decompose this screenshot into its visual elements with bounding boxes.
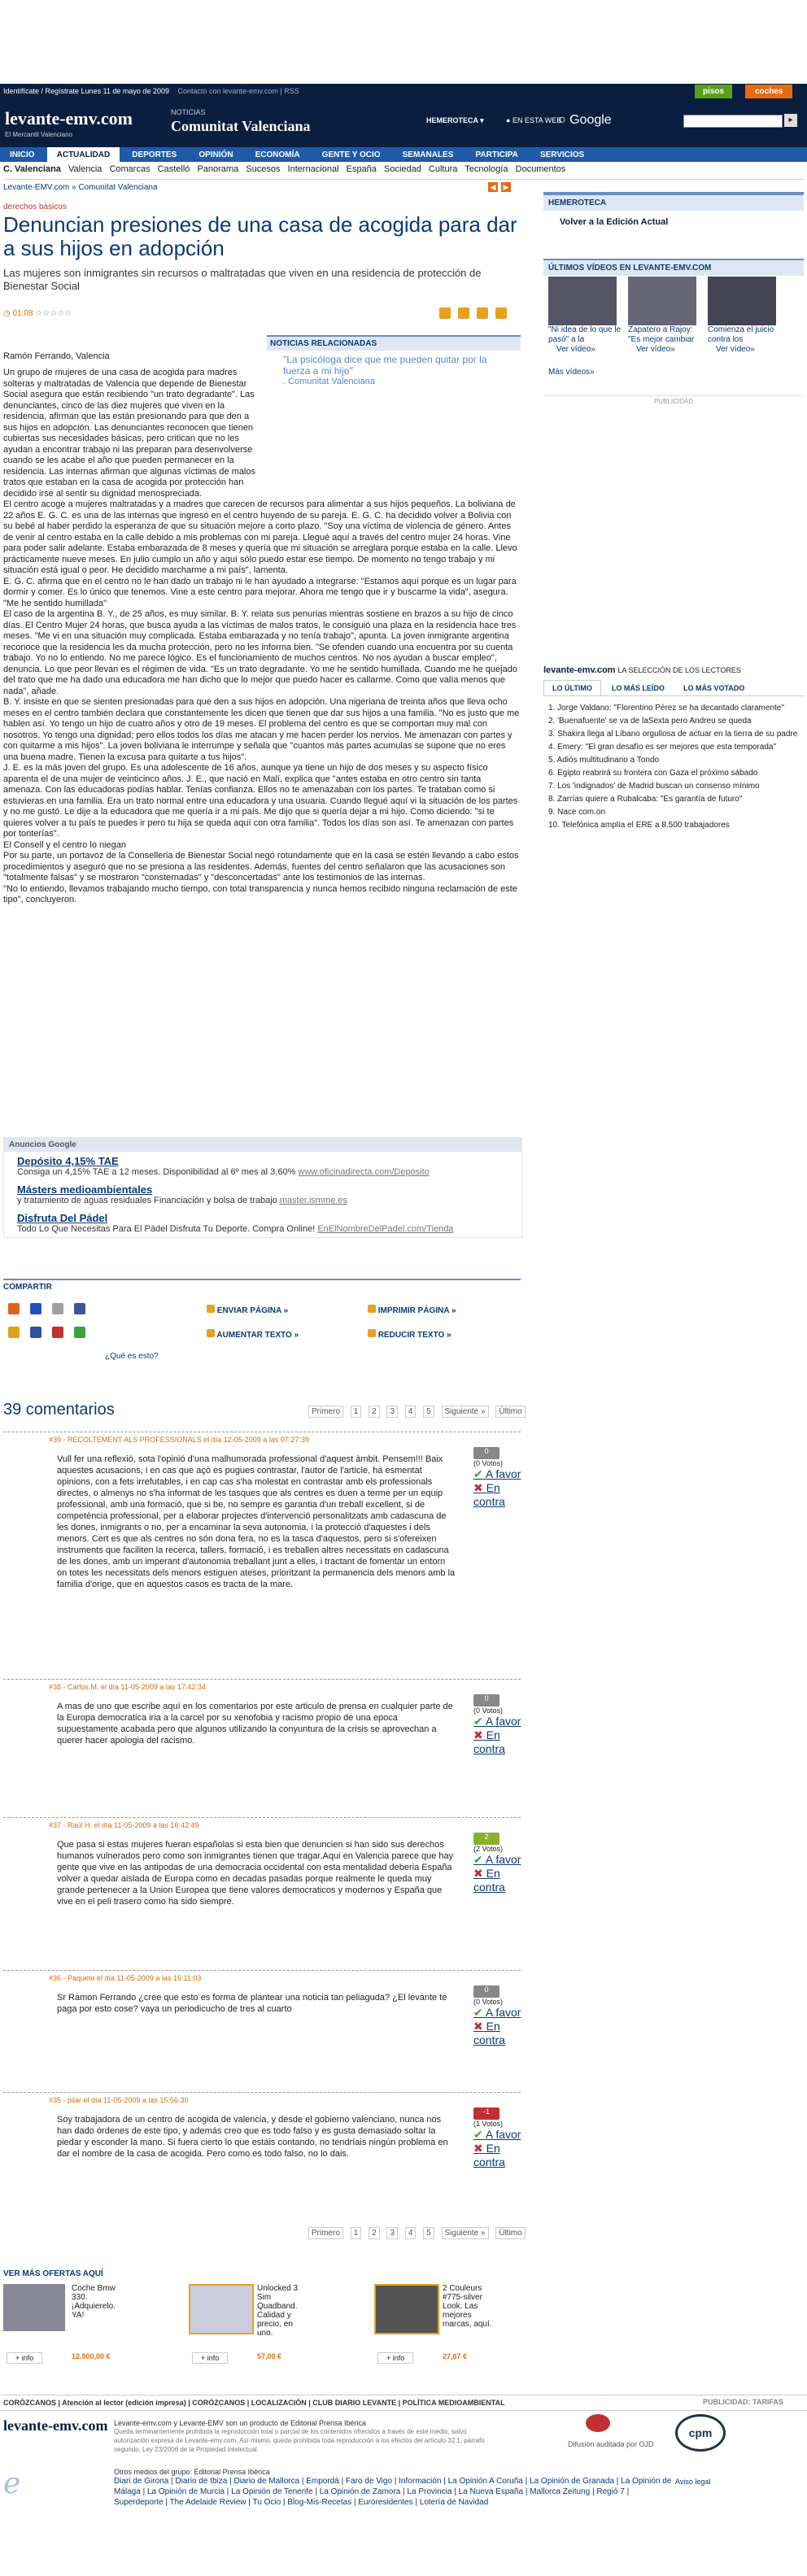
related-news-source: . Comunitat Valenciana <box>283 377 375 386</box>
comment-text: Soy trabajadora de un centro de acogida de valencia, y desde el gobierno valenciano, nunca nos han dado órdenes de este tipo, y además creo que es todo falso y es gusta demasiado soltar la piedar y esconder la mano. Si fuera cierto lo que estáis contando, no tendríais ningún problema en dar el nombre de la casa de acogida. Pero como es todo falso, no lo dais. <box>57 2115 448 2159</box>
comments-pager-bottom <box>306 2229 528 2238</box>
masthead <box>0 98 807 147</box>
group-media-block <box>114 2468 675 2508</box>
print-icon[interactable] <box>439 307 451 319</box>
readers-list-item[interactable]: 9. Nace com.on <box>548 808 606 817</box>
google-ads-heading: Anuncios Google <box>4 1138 521 1152</box>
readers-list-item[interactable]: 10. Telefónica amplía el ERE a 8.500 trabajadores <box>548 821 730 830</box>
video-item[interactable] <box>548 277 622 355</box>
article-paragraph: B. Y. insiste en que se sienten presionadas para que den a sus hijos en adopción. Una nigeriana de treinta años que lleva ocho meses en el centro también declara que constantemente les dicen que tienen que dar sus hijos a una familia. "No es justo que me hablen así. Yo tengo un hijo de cuatro años y otro de 19 meses. El problema del centro es que se comportan muy mal con nosotros. Yo tengo una dignidad; pero ellos todos los días me atacan y me hacen perder los nervios. Me amenazan con partes y con quitarme a mis hijos". La joven boliviana le interrumpe y señala que "cuantos más partes acumulas se supone que no eres una buena madre. Tienen la excusa para quitarte a tus hijos". <box>3 697 520 762</box>
pager-page[interactable]: 5 <box>423 1406 434 1418</box>
social-icon[interactable] <box>52 1327 63 1338</box>
vote-favor-link[interactable]: ✔ A favor <box>473 1853 521 1866</box>
comment-meta: #39 - RECOLTEMENT ALS PROFESSIONALS el día 12-05-2009 a las 07:27:39 <box>49 1436 309 1444</box>
related-news-heading: NOTICIAS RELACIONADAS <box>267 337 521 351</box>
ad-text: y tratamiento de aguas residuales Financiación y bolsa de trabajo master.ismme.es <box>17 1196 348 1205</box>
article-section-label[interactable]: derechos básicos <box>3 203 67 211</box>
related-news-link[interactable]: "La psicóloga dice que me pueden quitar por la fuerza a mi hijo" <box>283 354 487 377</box>
video-label[interactable]: Zapatero a Rajoy: "Es mejor cambiar <box>628 325 695 344</box>
comment-item <box>3 1970 521 2093</box>
subnav-valencia[interactable]: Valencia <box>68 164 103 174</box>
videos-heading: ÚLTIMOS VÍDEOS EN LEVANTE-EMV.COM <box>543 259 804 276</box>
article-lead: Las mujeres son inmigrantes sin recursos o maltratadas que viven en una residencia de protección de Bienestar Social <box>3 267 482 292</box>
top-bar-left[interactable]: Identifícate / Regístrate Lunes 11 de mayo de 2009 <box>3 87 169 95</box>
text-bigger-icon[interactable] <box>477 307 488 319</box>
pager-page[interactable]: 1 <box>351 2227 362 2239</box>
main-nav <box>0 147 807 162</box>
subnav-comarcas[interactable]: Comarcas <box>109 164 150 174</box>
article-paragraph: J. E. es la más joven del grupo. Es una adolescente de 16 años, aunque ya tiene un hijo de dos meses y su aspecto físico aparenta el de una mujer de veinticinco años. J. E., que nació en Malí, explica que "antes estaba en otro centro sin tanta amenaza. Con las educadoras podías hablar. Tenías confianza. Ellos no te amenazaban con los partes. Te trataban como si estuvieras en una familia. Era un trato normal entre una educadora y una usuaria. Cuando llegué aquí vi la situación de los partes y no me gustó. Le dije a la educadora que me quería ir a mi país. Me dijo que si quería dejar a mi hijo. Como diciendo: "si te quieres volver a tu país te puedes ir pero tu hija se queda aquí con otra familia". Todos los días son así. Te amenazan con partes por tonterías". <box>3 763 518 839</box>
search-button[interactable]: ▸ <box>784 114 797 127</box>
prev-arrow-icon[interactable]: ◀ <box>488 182 498 192</box>
article-body <box>3 368 521 906</box>
video-item[interactable] <box>708 277 781 355</box>
footer-copyright: Levante-emv.com y Levante-EMV son un producto de Editorial Prensa Ibérica <box>114 2419 366 2427</box>
noticias-label: NOTICIAS <box>171 108 206 116</box>
article-byline: Ramón Ferrando, Valencia <box>3 351 110 361</box>
offer-text[interactable]: 2 Couleurs #775-silver Look. Las mejores marcas, aquí. <box>443 2284 492 2329</box>
comment-item <box>3 2092 521 2223</box>
google-radio[interactable]: ○ Google <box>558 113 612 127</box>
social-icon[interactable] <box>8 1327 20 1338</box>
article-paragraph: Por su parte, un portavoz de la Conselleria de Bienestar Social negó rotundamente que en la casa se estén llevando a cabo estos procedimientos y aseguró que no se presiona a las residentes. Además, fuentes del centro señalaron que las acusaciones son "totalmente falsas" y se mostraron "consternadas" y "desconcertadas" ante los testimonios de las internas. <box>3 851 519 883</box>
video-thumbnail[interactable] <box>708 277 776 325</box>
video-more-link[interactable]: Ver vídeo» <box>716 345 755 354</box>
video-label[interactable]: "Ni idea de lo que le pasó" a la <box>548 325 622 344</box>
vote-score: 0 <box>473 1985 499 1998</box>
vote-contra-link[interactable]: ✖ En contra <box>473 2020 505 2046</box>
video-more-link[interactable]: Ver vídeo» <box>556 345 595 354</box>
social-icons <box>8 1303 98 1340</box>
readers-list-item[interactable]: 7. Los 'indignados' de Madrid buscan un consenso mínimo <box>548 782 760 791</box>
offer-text[interactable]: Unlocked 3 Sim Quadband. Calidad y precio, en uno. <box>257 2284 299 2338</box>
article-time: ◷ 01:08 ☆☆☆☆☆ <box>3 309 72 318</box>
article-tools <box>439 307 507 321</box>
vote-count: (2 Votos) <box>473 1845 504 1853</box>
comments-pager-top <box>306 1407 528 1416</box>
social-icon[interactable] <box>74 1327 85 1338</box>
video-item[interactable] <box>628 277 701 355</box>
send-page-link[interactable]: ENVIAR PÁGINA » <box>207 1305 288 1315</box>
vote-contra-link[interactable]: ✖ En contra <box>473 2142 505 2168</box>
email-icon[interactable] <box>458 307 469 319</box>
comment-text: A mas de uno que escribe aquí en los comentarios por este articulo de prensa en cualquier parte de la Europa democratica iria a la carcel por su xenofobia y racismo propio de una epoca supuestamente acabada pero que algunos utilizando la conyuntura de la crisis se aprovechan a querer hacer apologia del racismo. <box>57 1702 453 1746</box>
group-media-links[interactable]: Diari de Girona | Diario de Ibiza | Diario de Mallorca | Empordà | Faro de Vigo | Información | La Opinión A Coruña | La Opinión de Granada | La Opinión de Málaga | La Opinión de Murcia | La Opinión de Tenerife | La Opinión de Zamora | La Provincia | La Nueva España | Mallorca Zeitung | Regió 7 | Superdeporte | The Adelaide Review | Tu Ocio | Blog-Mis-Recetas | Euroresidentes | Lotería de Navidad <box>114 2477 672 2507</box>
readers-list-item[interactable]: 6. Egipto reabrirá su frontera con Gaza el próximo sábado <box>548 769 758 778</box>
vote-count: (0 Votos) <box>473 1459 504 1467</box>
ad-title[interactable]: Másters medioambientales <box>17 1183 153 1196</box>
readers-tabs <box>543 680 804 696</box>
subnav-valenciana[interactable]: C. Valenciana <box>3 164 61 174</box>
subnav-documentos[interactable]: Documentos <box>515 164 566 174</box>
rating-stars-icon: ☆☆☆☆☆ <box>35 309 72 318</box>
offer-price: 57,00 € <box>257 2352 282 2360</box>
comment-item <box>3 1432 521 1644</box>
pager-page[interactable]: 1 <box>351 1406 362 1418</box>
article-subheading: "Me he sentido humillada" <box>3 598 107 608</box>
offer-info-button[interactable]: + info <box>7 2352 42 2364</box>
pisos-button[interactable]: pisos <box>695 85 732 98</box>
what-is-this-link[interactable]: ¿Qué es esto? <box>105 1352 159 1361</box>
pager-last[interactable]: Último <box>495 1406 525 1418</box>
tab-lo-mas-votado[interactable]: LO MÁS VOTADO <box>683 684 745 692</box>
vote-count: (0 Votos) <box>473 1706 504 1715</box>
comment-item <box>3 1679 521 1818</box>
tab-actualidad[interactable]: ACTUALIDAD <box>47 147 120 163</box>
vote-score: 0 <box>473 1694 499 1706</box>
article-paragraph: El centro acoge a mujeres maltratadas y a madres que carecen de recursos para alimentar a sus hijos pequeños. La boliviana de 22 años E. G. C. es una de las internas que ingresó en el centro huyendo de su pareja. E. G. C. ha decidido volver a Bolivia con su bebé al haber perdido la esperanza de que su situación mejore a corto plazo. "Soy una víctima de violencia de género. Antes de venir al centro estaba en la calle debido a mis problemas con mi pareja. Llegué aquí a través del centro mujer 24 horas. Vine para poder salir adelante. Estaba embarazada de 8 meses y quería que mi situación se arreglara porque estaba en la calle. Llevo prácticamente nueve meses. En julio cumplo un año y aquí sólo puedo estar ese tiempo. De momento no tengo trabajo y mi situación está igual o peor. He decidido marcharme a mi país", lamenta. <box>3 499 517 575</box>
pager-page[interactable]: 3 <box>386 2227 398 2239</box>
social-icon[interactable] <box>30 1303 41 1314</box>
social-icon[interactable] <box>30 1327 41 1338</box>
comment-item <box>3 1817 521 1956</box>
readers-list <box>543 703 804 830</box>
comment-vote-panel <box>473 1985 522 2046</box>
tab-participa[interactable]: PARTICIPA <box>475 150 518 159</box>
hemeroteca-box <box>543 192 804 233</box>
pager-next[interactable]: Siguiente » <box>442 1406 489 1418</box>
share-heading: COMPARTIR <box>3 1283 52 1292</box>
more-videos-link[interactable]: Más vídeos» <box>548 368 595 377</box>
comment-text: Que pasa si estas mujeres fueran españolas si esta bien que denuncien si han sido sus derechos humanos vulnerados pero como son inmigrantes tienen que tragar.Aqui en Valencia parece que hay gente que vive en las antipodas de una democracia occidental con esta mentalidad deberia España volver a quedar aislada de Europa como en decadas pasadas porque realmente le queda muy grande pertenecer a la Union Europea que tiene valores democraticos y modernos y España que vive en el peli trasero como ha sido siempre. <box>57 1840 454 1907</box>
article-paragraph: El caso de la argentina B. Y., de 25 años, es muy similar. B. Y. relata sus penurias mientras sostiene en brazos a su hijo de cinco días. El Centro Mujer 24 horas, que busca ayuda a las víctimas de malos tratos, le consiguió una plaza en la residencia hace tres meses. "Me vi en una situación muy complicada. Estaba embarazada y no tenía trabajo", apunta. La joven inmigrante argentina reconoce que la residencia les da mucha protección, pero no les informa bien. "Se ofenden cuando una encuentra por su cuenta trabajo. Yo no lo entiendo. No me parece lógico. Es el funcionamiento de muchos centros. No nos ayudan a buscar empleo", denuncia. Lo que peor llevan es el régimen de vida. "Es un trato degradante. Yo me he sentido humillada. Cuando me he quejado del trato que me ha dado una educadora me han dicho que lo mejor que puedo hacer es callarme. Como que valía menos que nada", añade. <box>3 609 517 696</box>
offer-info-button[interactable]: + info <box>192 2352 228 2364</box>
vote-count: (0 Votos) <box>473 1998 504 2006</box>
vote-favor-link[interactable]: ✔ A favor <box>473 2006 521 2019</box>
vote-favor-link[interactable]: ✔ A favor <box>473 2128 521 2141</box>
vote-score: -1 <box>473 2107 499 2120</box>
article-paragraph: E. G. C. afirma que en el centro no le han dado un trabajo ni le han ayudado a integrarse: "Estamos aquí porque es un lugar para dormir y comer. Es lo único que tenemos. Vine a este centro para mejorar. Ahora me tengo que ir y buscarme la vida", asegura. <box>3 576 517 597</box>
footer-publicidad[interactable]: PUBLICIDAD: TARIFAS <box>703 2398 783 2406</box>
group-media-heading: Otros medios del grupo: Editorial Prensa Ibérica <box>114 2468 270 2476</box>
comment-vote-panel <box>473 2107 522 2168</box>
text-smaller-icon[interactable] <box>495 307 507 319</box>
subnav-internacional[interactable]: Internacional <box>287 164 339 174</box>
comment-vote-panel <box>473 1447 522 1508</box>
readers-heading: LA SELECCIÓN DE LOS LECTORES <box>617 666 741 674</box>
readers-list-item[interactable]: 2. 'Buenafuente' se va de laSexta pero Andreu se queda <box>548 717 752 726</box>
tab-semanales[interactable]: SEMANALES <box>402 150 454 159</box>
reduce-text-link[interactable]: REDUCIR TEXTO » <box>368 1329 451 1340</box>
tab-lo-ultimo[interactable]: LO ÚLTIMO <box>543 680 601 695</box>
readers-list-item[interactable]: 8. Zarrías quiere a Rubalcaba: "Es garantía de futuro" <box>548 795 743 804</box>
tab-deportes[interactable]: DEPORTES <box>132 150 177 159</box>
tab-opinion[interactable]: OPINIÓN <box>198 150 233 159</box>
footer-links-bar <box>0 2395 807 2411</box>
sub-nav <box>3 164 804 180</box>
offer-image[interactable] <box>3 2284 65 2331</box>
subnav-espana[interactable]: España <box>346 164 377 174</box>
back-to-current-link[interactable]: Volver a la Edición Actual <box>560 217 669 227</box>
social-icon[interactable] <box>52 1303 63 1314</box>
top-whitespace <box>0 0 807 84</box>
footer-legal: Queda terminantemente prohibida la reproducción total o parcial de los contenidos ofrecidos a través de este medio, salvo autorización expresa de Levante-emv.com. Así mismo, queda prohibida toda reproducción a los efectos del artículo 32.1, párrafo segundo, Ley 23/2006 de la Propiedad intelectual. <box>114 2428 485 2453</box>
video-thumbnail[interactable] <box>548 277 617 325</box>
tab-inicio[interactable]: INICIO <box>10 150 35 159</box>
offer-price: 27,67 € <box>443 2352 468 2360</box>
vote-score: 0 <box>473 1447 499 1459</box>
pager-first[interactable]: Primero <box>308 2227 343 2239</box>
comment-vote-panel <box>473 1833 522 1894</box>
pager-page[interactable]: 4 <box>405 1406 417 1418</box>
videos-box <box>543 259 804 377</box>
readers-list-item[interactable]: 5. Adiós multitudinario a Tondo <box>548 756 660 765</box>
search-input[interactable] <box>683 115 783 128</box>
next-arrow-icon[interactable]: ▶ <box>501 182 511 192</box>
readers-list-item[interactable]: 3. Shakira llega al Líbano orgullosa de actuar en la tierra de su padre <box>548 730 798 739</box>
offer-image[interactable] <box>189 2284 254 2334</box>
readers-selection-box <box>543 665 804 833</box>
offers-heading: VER MÁS OFERTAS AQUÍ <box>3 2269 103 2278</box>
comment-text: Vull fer una reflexió, sota l'opinió d'una malhumorada professional d'aquest àmbit. Pensem!!! Baix aquestes acusacions, i en cas que açò es pugues contrastar, l'autor de l'article, ha esmentat opinions, con a fets irrefutables, i en cap cas s'ha molestat en contrastar amb els professionals directes, o almenys no s'ha informat de les tasques que als centres es duen a terme per un equip professional, amb una formació, que si be, no sempre es garantia d'un treball excellent, si de competència professional, per a elaborar projectes d'intervenció personalitzats amb cadascuna de les dones, inmigrants o no, per a encaminar la seva autonomia, i la protecció d'aquestes i dels menors. Cert es que als centres no són dona fera, no es la tasca d'aquestos, pero si s'ofereixen instruments que faciliten la recerca, tallers, formació, i es treballen altres necessitats en cadascuna de les dones, amb un imperant d'autonomia treballant junt a elles, i tractant de fomentar un entorn on totes les necessitats dels menors estiguen ateses, prioritzant la permanencia dels menors amb la familia d'orige, que en aquestos casos es tracta de la mare. <box>57 1454 456 1589</box>
pager-page[interactable]: 5 <box>423 2227 434 2239</box>
ad-text: Todo Lo Que Necesitas Para El Pádel Disfruta Tu Deporte. Compra Online! EnElNombreDelPadel.com/Tienda <box>17 1224 454 1234</box>
subnav-castello[interactable]: Castelló <box>157 164 190 174</box>
ad-text: Consiga un 4,15% TAE a 12 meses. Disponibilidad al 6º mes al 3,60% www.oficinadirecta.com/Deposito <box>17 1167 430 1177</box>
subnav-sucesos[interactable]: Sucesos <box>246 164 281 174</box>
cpm-logo-icon: cpm <box>675 2414 726 2452</box>
hemeroteca-dropdown[interactable]: HEMEROTECA ▾ <box>426 116 484 124</box>
tab-economia[interactable]: ECONOMÍA <box>255 150 300 159</box>
readers-list-item[interactable]: 4. Emery: "El gran desafío es ser mejores que esta temporada" <box>548 743 777 752</box>
comment-meta: #37 - Raúl H. el día 11-05-2009 a las 16:42:49 <box>49 1821 199 1829</box>
search-web-radio[interactable]: ● EN ESTA WEB <box>506 116 562 124</box>
facebook-icon[interactable] <box>74 1303 85 1314</box>
vote-contra-link[interactable]: ✖ En contra <box>473 1481 505 1508</box>
aviso-legal-link[interactable]: Aviso legal <box>675 2478 711 2486</box>
article-subheading: El Consell y el centro lo niegan <box>3 839 127 850</box>
comment-meta: #38 - Carlos M. el día 11-05-2009 a las 17:42:34 <box>49 1683 206 1691</box>
tab-lo-mas-leido[interactable]: LO MÁS LEÍDO <box>611 684 665 692</box>
print-page-link[interactable]: IMPRIMIR PÁGINA » <box>368 1305 456 1315</box>
vote-score: 2 <box>473 1833 499 1845</box>
comment-vote-panel <box>473 1694 522 1755</box>
comments-title: 39 comentarios <box>3 1401 115 1419</box>
contact-link[interactable]: Contacto con levante-emv.com | RSS <box>177 87 299 95</box>
ad-title[interactable]: Depósito 4,15% TAE <box>17 1155 119 1167</box>
ojd-label: Difusión auditada por OJD <box>568 2440 654 2448</box>
increase-text-link[interactable]: AUMENTAR TEXTO » <box>207 1329 299 1340</box>
pager-page[interactable]: 2 <box>369 2227 380 2239</box>
video-more-link[interactable]: Ver vídeo» <box>636 345 675 354</box>
article-title: Denuncian presiones de una casa de acogida para dar a sus hijos en adopción <box>3 212 517 260</box>
offer-image[interactable] <box>374 2284 439 2334</box>
footer-copyright-block <box>114 2419 496 2454</box>
ad-title[interactable]: Disfruta Del Pádel <box>17 1212 108 1224</box>
comment-text: Sr Ramon Ferrando ¿cree que esto es forma de plantear una noticia tan peliaguda? ¿El levante te paga por esto cose? vaya un periodicucho de tres al cuarto <box>57 1993 447 2014</box>
article-byline-para <box>3 351 262 363</box>
epi-logo-icon: ℯ <box>3 2467 21 2500</box>
comment-meta: #35 - pilar el día 11-05-2009 a las 15:56:30 <box>49 2096 189 2104</box>
readers-logo: levante-emv.com <box>543 665 616 675</box>
vote-favor-link[interactable]: ✔ A favor <box>473 1715 521 1728</box>
subnav-tecnologia[interactable]: Tecnología <box>465 164 508 174</box>
subnav-cultura[interactable]: Cultura <box>428 164 458 174</box>
offer-info-button[interactable]: + info <box>377 2352 413 2364</box>
top-bar <box>0 84 807 98</box>
footer-links[interactable]: CORÓZCANOS | Atención al lector (edición impresa) | CORÓZCANOS | LOCALIZACIÓN | CLUB DIARIO LEVANTE | POLÍTICA MEDIOAMBIENTAL <box>3 2399 505 2407</box>
comment-meta: #36 - Paquete el día 11-05-2009 a las 16:11:03 <box>49 1974 202 1982</box>
offer-text[interactable]: Coche Bmw 330. ¡Adquierelo. YA! <box>72 2284 116 2320</box>
video-label[interactable]: Comienza el juicio contra los <box>708 325 774 344</box>
pager-first[interactable]: Primero <box>308 1406 343 1418</box>
subnav-sociedad[interactable]: Sociedad <box>383 164 421 174</box>
publicidad-label: PUBLICIDAD <box>543 395 804 405</box>
pager-last[interactable]: Último <box>495 2227 525 2239</box>
share-box <box>3 1279 521 1370</box>
readers-list-item[interactable]: 1. Jorge Valdano: "Florentino Pérez se ha decantado claramente" <box>548 704 784 713</box>
offers-box <box>3 2269 524 2362</box>
vote-count: (1 Votos) <box>473 2120 504 2128</box>
tab-gente-ocio[interactable]: GENTE Y OCIO <box>321 150 381 159</box>
vote-contra-link[interactable]: ✖ En contra <box>473 1728 505 1755</box>
site-tagline: El Mercantil Valenciano <box>5 131 73 138</box>
coches-button[interactable]: coches <box>745 85 792 98</box>
hemeroteca-heading: HEMEROTECA <box>543 194 804 211</box>
breadcrumb[interactable]: Levante-EMV.com » Comunitat Valenciana <box>3 183 158 192</box>
offer-price: 12.900,00 € <box>72 2352 111 2360</box>
pager-page[interactable]: 2 <box>369 1406 380 1418</box>
social-icon[interactable] <box>8 1303 20 1314</box>
google-ads-box <box>3 1137 522 1238</box>
subnav-panorama[interactable]: Panorama <box>197 164 239 174</box>
article-paragraph: Un grupo de mujeres de una casa de acogida para madres solteras y maltratadas de Valencia que depende de Bienestar Social asegura que están recibiendo "un trato degradante". Las denunciantes, cinco de las diez mujeres que viven en la residencia, afirman que las están presionando para que den a sus hijos en adopción. Las denunciantes reconocen que tienen cubiertas sus necesidades básicas, pero critican que no les ayudan a encontrar trabajo ni las preparan para desenvolverse cuando se les acabe el año que pueden permanecer en la residencia. Las internas afirman que algunas víctimas de malos tratos que estaban en la casa de acogida por protección han decidido irse al sentir su dignidad menospreciada. <box>3 368 255 499</box>
article-paragraph: "No lo entiendo, llevamos trabajando mucho tiempo, con total transparencia y nunca hemos recibido ninguna reclamación de este tipo", concluyeron. <box>3 883 517 904</box>
pager-next[interactable]: Siguiente » <box>442 2227 489 2239</box>
pager-page[interactable]: 3 <box>386 1406 398 1418</box>
footer-logo: levante-emv.com <box>3 2417 108 2434</box>
ojd-logo-icon <box>586 2414 610 2432</box>
vote-contra-link[interactable]: ✖ En contra <box>473 1867 505 1894</box>
vote-favor-link[interactable]: ✔ A favor <box>473 1467 521 1480</box>
site-logo[interactable]: levante-emv.com <box>5 108 133 129</box>
section-name: Comunitat Valenciana <box>171 118 311 134</box>
video-thumbnail[interactable] <box>628 277 696 325</box>
pager-page[interactable]: 4 <box>405 2227 417 2239</box>
tab-servicios[interactable]: SERVICIOS <box>539 150 585 159</box>
